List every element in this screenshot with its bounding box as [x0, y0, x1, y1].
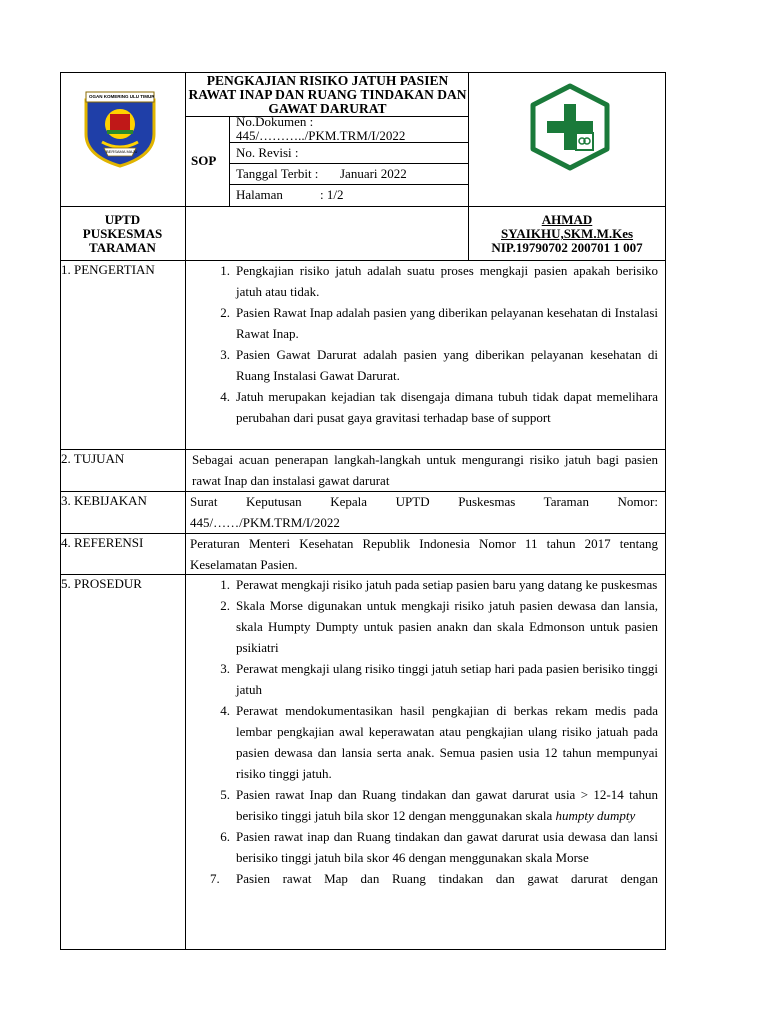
regency-emblem-logo: [80, 86, 160, 168]
list-item: 5. Pasien rawat Inap dan Ruang tindakan dan gawat darurat usia > 12-14 tahun berisiko tinggi jatuh bila skor 12 dengan menggunakan skala humpty dumpty: [220, 787, 658, 823]
kebijakan-text: Surat Keputusan Kepala UPTD Puskesmas Taraman Nomor: 445/……/PKM.TRM/I/2022: [190, 494, 658, 530]
issue-date-value: Januari 2022: [340, 166, 407, 181]
list-item: 4. Jatuh merupakan kejadian tak disengaja dimana tubuh tidak dapat memelihara perubahan dari pusat gaya gravitasi terhadap base of support: [220, 389, 658, 425]
list-item: 1. Pengkajian risiko jatuh adalah suatu proses mengkaji pasien apakah berisiko jatuh atau tidak.: [220, 263, 658, 299]
sop-label: SOP: [191, 153, 217, 168]
sop-divider: [229, 116, 230, 206]
section-label-referensi: 4. REFERENSI: [61, 535, 144, 550]
title-bottom-line: [185, 116, 468, 117]
emblem-ribbon-text: BERSAMA MAJU: [106, 149, 138, 154]
doc-number-value: 445/………../PKM.TRM/I/2022: [236, 128, 406, 143]
list-item: 2. Skala Morse digunakan untuk mengkaji risiko jatuh pasien dewasa dan lansia, skala Humpty Dumpty untuk pasien anakn dan skala Edmonson untuk pasien psikiatri: [220, 598, 658, 655]
section-label-kebijakan: 3. KEBIJAKAN: [61, 493, 147, 508]
signer-name-line-1: AHMAD: [541, 212, 593, 227]
list-item: 7. Pasien rawat Map dan Ruang tindakan dan gawat darurat dengan: [210, 871, 658, 886]
signer-nip: NIP.19790702 200701 1 007: [491, 240, 643, 255]
document-title: PENGKAJIAN RISIKO JATUH PASIEN RAWAT INAP DAN RUANG TINDAKAN DAN GAWAT DARURAT: [188, 73, 467, 116]
section-label-pengertian: 1. PENGERTIAN: [61, 262, 155, 277]
doc-number-label: No.Dokumen :: [236, 114, 314, 129]
section-column-line: [185, 260, 186, 950]
italic-term: humpty dumpty: [555, 808, 636, 823]
signer-name-line-2: SYAIKHU,SKM.M.Kes: [500, 226, 634, 241]
list-item: 1. Perawat mengkaji risiko jatuh pada setiap pasien baru yang datang ke puskesmas: [220, 577, 658, 592]
unit-line-2: PUSKESMAS: [82, 226, 163, 241]
unit-line-3: TARAMAN: [89, 240, 156, 255]
referensi-text: Peraturan Menteri Kesehatan Republik Indonesia Nomor 11 tahun 2017 tentang Keselamatan Pasien.: [190, 536, 658, 572]
row-line-tanggal: [229, 184, 468, 185]
list-item: 3. Perawat mengkaji ulang risiko tinggi jatuh setiap hari pada pasien berisiko tinggi jatuh: [220, 661, 658, 697]
prosedur-list: [210, 574, 658, 889]
puskesmas-logo: [529, 82, 611, 172]
page-label: Halaman: [236, 187, 283, 202]
list-item: 4. Perawat mendokumentasikan hasil pengkajian di berkas rekam medis pada lembar pengkajian awal keperawatan atau pengkajian ulang risiko jatuah pada pasien dewasa dan lansia serta anak. Semua pasien usia 12 tahun mempunyai risiko tinggi jatuh.: [220, 703, 658, 781]
tujuan-text: Sebagai acuan penerapan langkah-langkah untuk mengurangi risiko jatuh bagi pasien rawat Inap dan instalasi gawat darurat: [192, 452, 658, 488]
header-row-line: [60, 206, 666, 207]
emblem-caption: OGAN KOMERING ULU TIMUR: [89, 94, 155, 99]
list-item: 2. Pasien Rawat Inap adalah pasien yang diberikan pelayanan kesehatan di Instalasi Rawat Inap.: [220, 305, 658, 341]
revision-label: No. Revisi :: [236, 145, 299, 160]
issue-date-label: Tanggal Terbit :: [236, 166, 319, 181]
list-item: 6. Pasien rawat inap dan Ruang tindakan dan gawat darurat usia dewasa dan lansi berisiko tinggi jatuh bila skor 46 dengan menggunakan skala Morse: [220, 829, 658, 865]
unit-line-1: UPTD: [104, 212, 141, 227]
pengertian-list: [220, 260, 658, 428]
row-line-revisi: [229, 163, 468, 164]
list-item: 3. Pasien Gawat Darurat adalah pasien yang diberikan pelayanan kesehatan di Ruang Instalasi Gawat Darurat.: [220, 347, 658, 383]
section-label-tujuan: 2. TUJUAN: [61, 451, 125, 466]
section-label-prosedur: 5. PROSEDUR: [61, 576, 142, 591]
page-value: : 1/2: [320, 187, 344, 202]
